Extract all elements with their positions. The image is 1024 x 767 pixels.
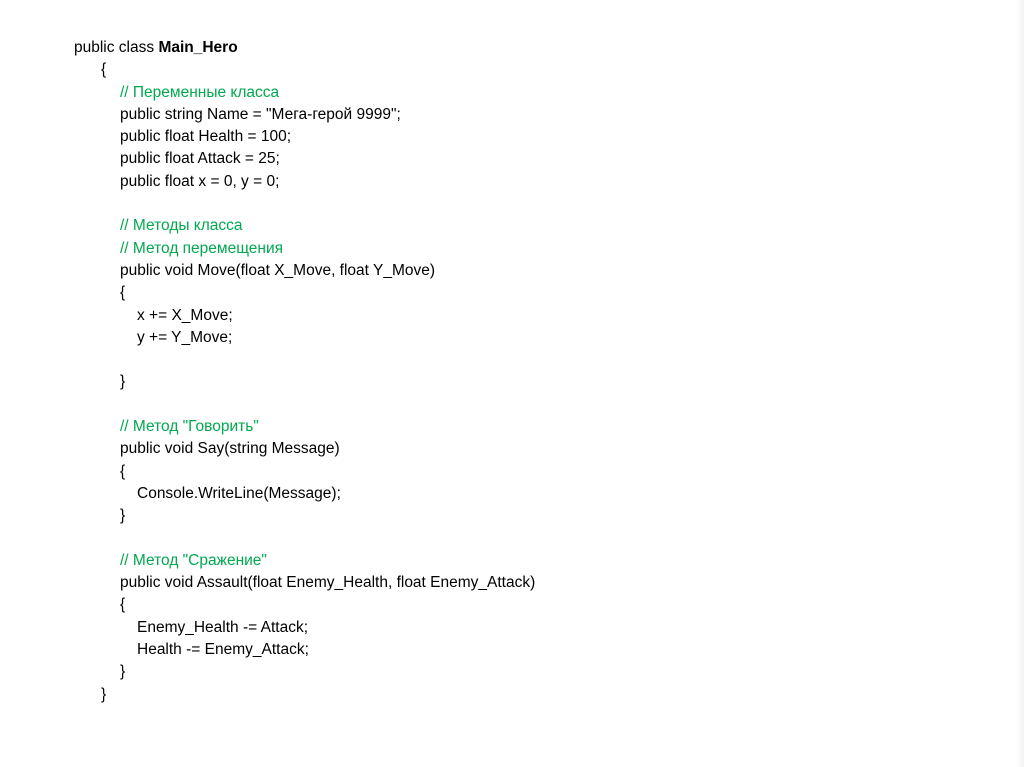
assault-body-health: Health -= Enemy_Attack; (137, 641, 309, 659)
assault-open-brace: { (120, 596, 126, 614)
say-close-brace: } (120, 507, 126, 525)
field-attack: public float Attack = 25; (120, 150, 280, 168)
field-name: public string Name = "Мега-герой 9999"; (120, 105, 401, 123)
move-y-statement: y += Y_Move; (137, 328, 233, 346)
field-health: public float Health = 100; (120, 128, 292, 146)
move-signature: public void Move(float X_Move, float Y_Move) (120, 261, 436, 279)
comment-class-variables: // Переменные класса (120, 83, 280, 101)
assault-signature: public void Assault(float Enemy_Health, float Enemy_Attack) (120, 574, 536, 592)
say-signature: public void Say(string Message) (120, 440, 340, 458)
class-declaration (0, 37, 1000, 59)
say-body: Console.WriteLine(Message); (137, 484, 341, 502)
comment-say-method: // Метод "Говорить" (120, 418, 259, 436)
comment-class-methods: // Методы класса (120, 217, 243, 235)
move-open-brace: { (120, 284, 126, 302)
comment-assault-method: // Метод "Сражение" (120, 551, 267, 569)
move-close-brace: } (120, 373, 126, 391)
class-name: Main_Hero (158, 39, 238, 56)
class-close-brace: } (101, 685, 107, 703)
class-decl-prefix: public class (74, 39, 159, 56)
assault-body-enemy-health: Enemy_Health -= Attack; (137, 618, 309, 636)
code-block (0, 37, 1000, 706)
blank-line (0, 193, 1000, 215)
field-xy: public float x = 0, y = 0; (120, 172, 280, 190)
class-open-brace: { (101, 61, 107, 79)
move-x-statement: x += X_Move; (137, 306, 233, 324)
blank-line (0, 349, 1000, 371)
blank-line (0, 394, 1000, 416)
assault-close-brace: } (120, 663, 126, 681)
comment-move-method: // Метод перемещения (120, 239, 284, 257)
blank-line (0, 528, 1000, 550)
slide-edge (1016, 0, 1024, 767)
say-open-brace: { (120, 462, 126, 480)
